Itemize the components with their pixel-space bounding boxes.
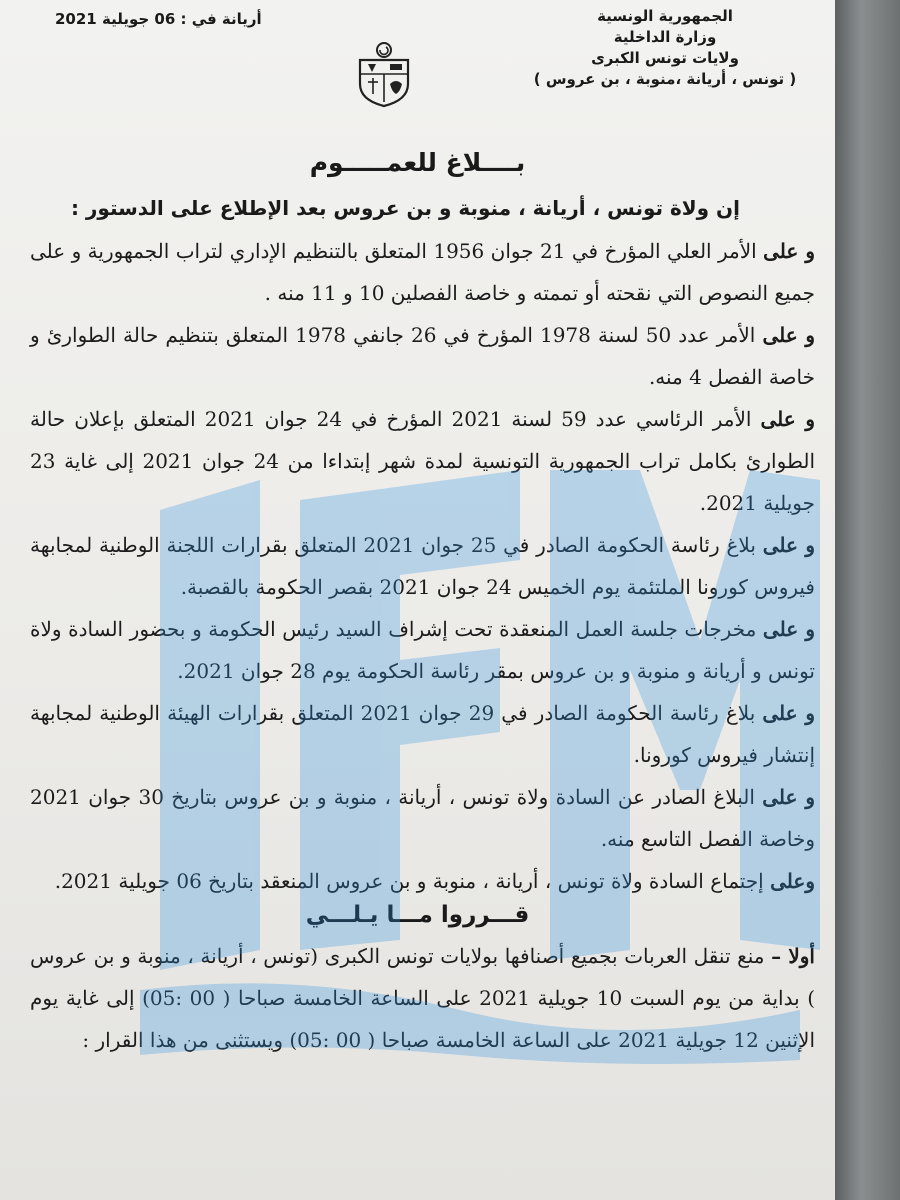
decisions-heading: قـــرروا مـــا يـلـــي xyxy=(305,902,530,928)
issuer-line: ( تونس ، أريانة ،منوبة ، بن عروس ) xyxy=(533,70,797,88)
paragraph-lead: وعلى xyxy=(770,869,815,893)
consideration-paragraph xyxy=(30,314,815,398)
issuer-line: وزارة الداخلية xyxy=(613,28,717,46)
decision-lead: أولا – xyxy=(771,944,815,968)
paragraph-lead: و على xyxy=(762,617,815,641)
consideration-paragraph xyxy=(30,230,815,314)
paragraph-lead: و على xyxy=(762,785,815,809)
paragraph-text: إجتماع السادة ولاة تونس ، أريانة ، منوبة و بن عروس المنعقد بتاريخ 06 جويلية 2021. xyxy=(54,869,771,893)
paragraph-text: مخرجات جلسة العمل المنعقدة تحت إشراف السيد رئيس الحكومة و بحضور السادة ولاة تونس و أريانة و منوبة و بن عروس بمقر رئاسة الحكومة يوم 28 جوان 2021. xyxy=(30,617,815,683)
document-date: أريانة في : 06 جويلية 2021 xyxy=(55,10,262,28)
notice-title: بــــلاغ للعمـــــوم xyxy=(309,148,526,177)
paragraph-lead: و على xyxy=(762,701,815,725)
consideration-paragraph xyxy=(30,692,815,776)
notice-intro: إن ولاة تونس ، أريانة ، منوبة و بن عروس بعد الإطلاع على الدستور : xyxy=(70,196,740,220)
background-surface xyxy=(835,0,900,1200)
considerations-list xyxy=(30,230,815,902)
paragraph-text: الأمر عدد 50 لسنة 1978 المؤرخ في 26 جانفي 1978 المتعلق بتنظيم حالة الطوارئ و خاصة الفصل 4 منه. xyxy=(30,323,815,389)
consideration-paragraph xyxy=(30,524,815,608)
decision-text: منع تنقل العربات بجميع أصنافها بولايات تونس الكبرى (تونس ، أريانة ، منوبة و بن عروس ) بداية من يوم السبت 10 جويلية 2021 على الساعة الخامسة صباحا ( 00 :05) إلى غاية يوم الإثنين 12 جويلية 2021 على الساعة الخامسة صباحا ( 00 :05) ويستثنى من هذا القرار : xyxy=(30,944,815,1052)
paragraph-lead: و على xyxy=(763,239,815,263)
paragraph-text: الأمر العلي المؤرخ في 21 جوان 1956 المتعلق بالتنظيم الإداري لتراب الجمهورية و على جميع النصوص التي نقحته أو تممته و خاصة الفصلين 10 و 11 منه . xyxy=(30,239,815,305)
tunisia-coat-of-arms-icon xyxy=(350,40,418,108)
paragraph-text: الأمر الرئاسي عدد 59 لسنة 2021 المؤرخ في 24 جوان 2021 المتعلق بإعلان حالة الطوارئ بكامل تراب الجمهورية التونسية لمدة شهر إبتداءا من 24 جوان 2021 إلى غاية 23 جويلية 2021. xyxy=(30,407,815,515)
paragraph-lead: و على xyxy=(762,323,815,347)
paragraph-text: بلاغ رئاسة الحكومة الصادر في 29 جوان 2021 المتعلق بقرارات الهيئة الوطنية لمجابهة إنتشار فيروس كورونا. xyxy=(30,701,815,767)
paragraph-lead: و على xyxy=(762,533,816,557)
consideration-paragraph xyxy=(30,608,815,692)
first-decision xyxy=(30,935,815,1061)
paragraph-lead: و على xyxy=(760,407,815,431)
issuer-block xyxy=(515,6,815,90)
issuer-line: ولايات تونس الكبرى xyxy=(591,49,739,67)
issuer-line: الجمهورية الونسية xyxy=(597,7,733,25)
consideration-paragraph xyxy=(30,776,815,860)
consideration-paragraph xyxy=(30,398,815,524)
paragraph-text: البلاغ الصادر عن السادة ولاة تونس ، أريانة ، منوبة و بن عروس بتاريخ 30 جوان 2021 وخاصة الفصل التاسع منه. xyxy=(30,785,815,851)
paragraph-text: بلاغ رئاسة الحكومة الصادر في 25 جوان 2021 المتعلق بقرارات اللجنة الوطنية لمجابهة فيروس كورونا الملتئمة يوم الخميس 24 جوان 2021 بقصر الحكومة بالقصبة. xyxy=(30,533,815,599)
consideration-paragraph xyxy=(30,860,815,902)
